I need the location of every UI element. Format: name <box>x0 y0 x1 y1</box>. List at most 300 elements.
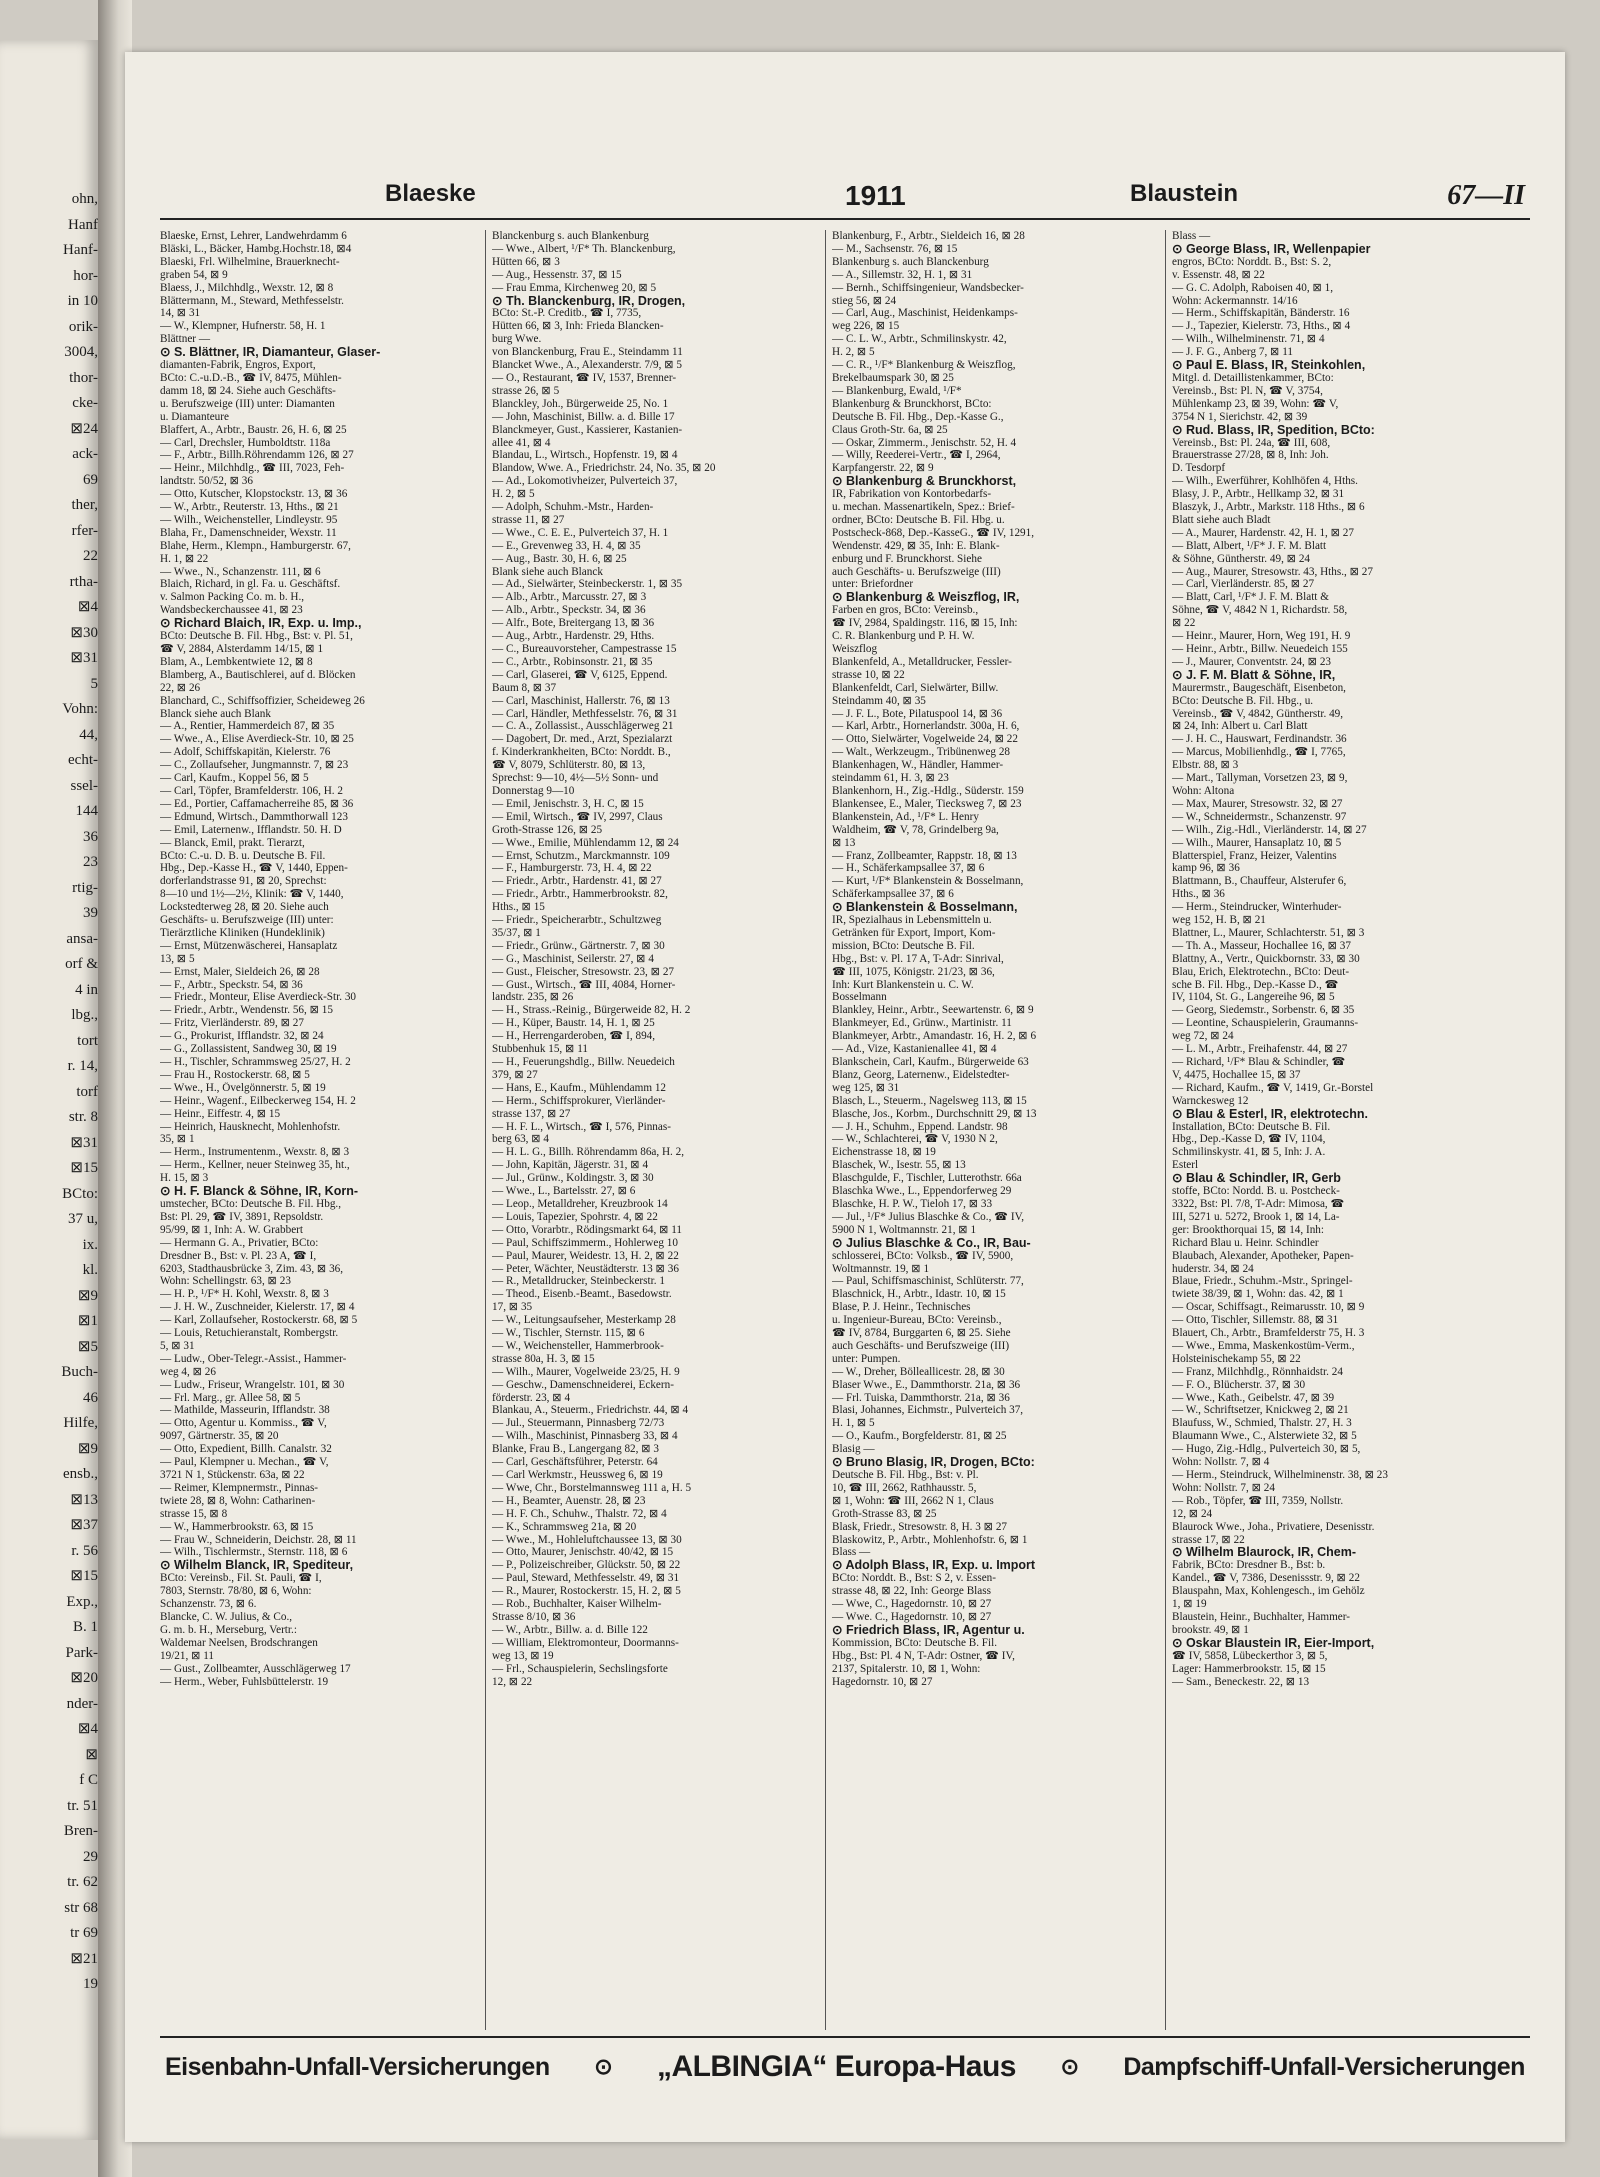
directory-entry-line: unter: Pumpen. <box>832 1352 901 1365</box>
advertisement-footer <box>165 2042 1525 2092</box>
directory-entry-line: — Willy, Reederei-Vertr., ☎ I, 2964, <box>832 449 1001 462</box>
directory-entry-line: H. 1, ⊠ 22 <box>160 552 209 565</box>
directory-entry-line: BCto: Deutsche B. Fil. Hbg., Bst: v. Pl. 51, <box>160 630 353 643</box>
directory-entry-line: 6203, Stadthausbrücke 3, Zim. 43, ⊠ 36, <box>160 1262 344 1275</box>
directory-entry-line: — G., Prokurist, Ifflandstr. 32, ⊠ 24 <box>160 1030 324 1043</box>
directory-entry-line: — P., Polizeischreiber, Glückstr. 50, ⊠ 22 <box>492 1559 681 1572</box>
directory-entry-line: — Franz, Milchhdlg., Rönnhaidstr. 24 <box>1172 1365 1343 1378</box>
previous-page-fragment: ack- <box>72 446 98 462</box>
directory-entry-line: — Adolf, Schiffskapitän, Kielerstr. 76 <box>160 746 331 759</box>
entry-column-3 <box>832 230 1160 2030</box>
directory-entry-line: — Ernst, Schutzm., Marckmannstr. 109 <box>492 849 670 862</box>
directory-entry-line: Blankenburg s. auch Blanckenburg <box>832 255 989 268</box>
previous-page-fragment: 3004, <box>64 344 98 360</box>
directory-entry-line: 35/37, ⊠ 1 <box>492 926 541 939</box>
directory-entry-line: — H., Küper, Baustr. 14, H. 1, ⊠ 25 <box>492 1017 655 1030</box>
directory-entry-line: ⊙ Julius Blaschke & Co., IR, Bau- <box>832 1236 1031 1250</box>
directory-entry-line: Postscheck-868, Dep.-KasseG., ☎ IV, 1291, <box>832 526 1035 539</box>
directory-entry-line: — Rob., Töpfer, ☎ III, 7359, Nollstr. <box>1172 1494 1344 1507</box>
directory-entry-line: — Richard, Kaufm., ☎ V, 1419, Gr.-Borstel <box>1172 1081 1374 1094</box>
directory-entry-line: Blanckley, Joh., Bürgerweide 25, No. 1 <box>492 397 669 410</box>
directory-entry-line: Getränken für Export, Import, Kom- <box>832 926 996 939</box>
directory-entry-line: Blankmeyer, Ed., Grünw., Martinistr. 11 <box>832 1017 1012 1030</box>
directory-entry-line: — H., Beamter, Auenstr. 28, ⊠ 23 <box>492 1494 646 1507</box>
directory-entry-line: Blättner — <box>160 333 211 346</box>
directory-entry-line: huderstr. 34, ⊠ 24 <box>1172 1262 1254 1275</box>
directory-entry-line: f. Kinderkrankheiten, BCto: Norddt. B., <box>492 746 671 759</box>
directory-entry-line: ⊙ H. F. Blanck & Söhne, IR, Korn- <box>160 1185 358 1198</box>
directory-entry-line: Blankenfeldt, Carl, Sielwärter, Billw. <box>832 681 999 694</box>
directory-entry-line: Blaeski, Frl. Wilhelmine, Brauerknecht- <box>160 255 340 268</box>
directory-entry-line: C. R. Blankenburg und P. H. W. <box>832 630 975 643</box>
directory-entry-line: — Herm., Instrumentenm., Wexstr. 8, ⊠ 3 <box>160 1146 350 1159</box>
directory-entry-line: ⊠ 13 <box>832 836 856 849</box>
directory-entry-line: BCto: C.-u.D.-B., ☎ IV, 8475, Mühlen- <box>160 371 342 384</box>
directory-entry-line: — Alb., Arbtr., Marcusstr. 27, ⊠ 3 <box>492 591 647 604</box>
directory-entry-line: 3721 N 1, Stückenstr. 63a, ⊠ 22 <box>160 1469 305 1481</box>
previous-page-fragment: ⊠24 <box>70 420 98 437</box>
directory-entry-line: Mühlenkamp 23, ⊠ 39, Wohn: ☎ V, <box>1172 397 1339 410</box>
directory-entry-line: Blankensee, E., Maler, Tiecksweg 7, ⊠ 23 <box>832 797 1022 810</box>
directory-entry-line: — Th. A., Masseur, Hochallee 16, ⊠ 37 <box>1172 939 1351 952</box>
previous-page-fragment: tr. 62 <box>67 1874 98 1890</box>
directory-entry-line: Blaeske, Ernst, Lehrer, Landwehrdamm 6 <box>160 230 347 242</box>
directory-entry-line: ⊙ Blau & Esterl, IR, elektrotechn. <box>1172 1107 1368 1121</box>
directory-entry-line: — Emil, Wirtsch., ☎ IV, 2997, Claus <box>492 810 663 823</box>
directory-entry-line: — Herm., Steindrucker, Winterhuder- <box>1172 901 1342 914</box>
directory-entry-line: Blauert, Ch., Arbtr., Bramfelderstr 75, H. 3 <box>1172 1327 1365 1340</box>
directory-entry-line: Blaha, Fr., Damenschneider, Wexstr. 11 <box>160 526 337 539</box>
directory-entry-line: 7803, Sternstr. 78/80, ⊠ 6, Wohn: <box>160 1585 312 1598</box>
directory-entry-line: Hbg., Bst: v. Pl. 17 A, T-Adr: Sinrival, <box>832 952 1004 965</box>
directory-entry-line: u. Diamanteure <box>160 410 229 423</box>
directory-entry-line: — Karl, Arbtr., Hornerlandstr. 300a, H. 6, <box>832 720 1020 733</box>
directory-entry-line: — Adolph, Schuhm.-Mstr., Harden- <box>492 501 654 514</box>
directory-entry-line: Blankenfeld, A., Metalldrucker, Fessler- <box>832 655 1012 668</box>
directory-entry-line: twiete 38/39, ⊠ 1, Wohn: das. 42, ⊠ 1 <box>1172 1288 1344 1301</box>
previous-page-fragment: in 10 <box>67 293 98 309</box>
directory-entry-line: — Wwe, C., Hagedornstr. 10, ⊠ 27 <box>832 1598 992 1611</box>
previous-page-fragment: ix. <box>82 1236 98 1253</box>
directory-entry-line: — Carl, Töpfer, Bramfelderstr. 106, H. 2 <box>160 784 343 797</box>
directory-entry-line: — F., Arbtr., Billh.Röhrendamm 126, ⊠ 27 <box>160 449 354 462</box>
directory-entry-line: Baum 8, ⊠ 37 <box>492 681 557 694</box>
previous-page-fragment: ohn, <box>71 191 98 207</box>
directory-entry-line: — Paul, Schiffszimmerm., Hohlerweg 10 <box>492 1236 678 1249</box>
directory-entry-line: Wohn: Ackermannstr. 14/16 <box>1172 294 1298 307</box>
directory-entry-line: Bst: Pl. 29, ☎ IV, 3891, Repsoldstr. <box>160 1210 324 1223</box>
previous-page-fragment: 46 <box>83 1389 98 1406</box>
directory-entry-line: — Aug., Hessenstr. 37, ⊠ 15 <box>492 268 622 281</box>
directory-entry-line: — Hans, E., Kaufm., Mühlendamm 12 <box>492 1081 667 1094</box>
directory-entry-line: ⊙ J. F. M. Blatt & Söhne, IR, <box>1172 668 1336 682</box>
directory-entry-line: — Ad., Sielwärter, Steinbeckerstr. 1, ⊠ 35 <box>492 578 683 591</box>
directory-entry-line: Karpfangerstr. 22, ⊠ 9 <box>832 462 934 475</box>
previous-page-fragment: nder- <box>66 1695 98 1712</box>
directory-entry-line: ordner, BCto: Deutsche B. Fil. Hbg. u. <box>832 513 1005 526</box>
directory-entry-line: Blam, A., Lembkentwiete 12, ⊠ 8 <box>160 655 313 668</box>
directory-entry-line: weg 226, ⊠ 15 <box>832 320 900 333</box>
directory-entry-line: weg 125, ⊠ 31 <box>832 1081 900 1094</box>
directory-entry-line: — Carl, Händler, Methfesselstr. 76, ⊠ 31 <box>492 707 678 720</box>
directory-entry-line: Blasi, Johannes, Eichmstr., Pulverteich 37, <box>832 1404 1024 1417</box>
directory-entry-line: Claus Groth-Str. 6a, ⊠ 25 <box>832 423 948 436</box>
entry-column-1 <box>160 230 478 2030</box>
directory-entry-line: — Karl, Zollaufseher, Rostockerstr. 68, ⊠ 5 <box>160 1314 358 1327</box>
directory-entry-line: — Wwe., Kath., Geibelstr. 47, ⊠ 39 <box>1172 1391 1335 1404</box>
directory-page <box>125 52 1565 2142</box>
directory-entry-line: Blatt siehe auch Bladt <box>1172 513 1271 526</box>
directory-entry-line: Wohn: Schellingstr. 63, ⊠ 23 <box>160 1275 291 1288</box>
directory-entry-line: Blaffert, A., Arbtr., Baustr. 26, H. 6, ⊠ 25 <box>160 423 347 436</box>
directory-entry-line: unter: Briefordner <box>832 578 914 591</box>
directory-entry-line: — Wilh., Zig.-Hdl., Vierländerstr. 14, ⊠ 27 <box>1172 823 1367 836</box>
directory-entry-line: — Ed., Portier, Caffamacherreihe 85, ⊠ 36 <box>160 797 354 810</box>
directory-entry-line: Blank siehe auch Blanck <box>492 565 603 578</box>
directory-entry-line: — Jul., Steuermann, Pinnasberg 72/73 <box>492 1417 665 1430</box>
directory-entry-line: Dresdner B., Bst: v. Pl. 23 A, ☎ I, <box>160 1249 317 1262</box>
directory-entry-line: ger: Brookthorquai 15, ⊠ 14, Inh: <box>1172 1223 1324 1236</box>
directory-entry-line: Blancket Wwe., A., Alexanderstr. 7/9, ⊠ 5 <box>492 359 682 372</box>
directory-entry-line: — F., Hamburgerstr. 73, H. 4, ⊠ 22 <box>492 862 652 875</box>
directory-entry-line: V, 4475, Hochallee 15, ⊠ 37 <box>1172 1068 1301 1081</box>
previous-page-fragment: rfer- <box>71 522 98 539</box>
directory-entry-line: — R., Metalldrucker, Steinbeckerstr. 1 <box>492 1275 665 1288</box>
previous-page-fragment: 144 <box>75 803 98 819</box>
previous-page-fragment: ther, <box>71 497 98 513</box>
previous-page-fragment: str 68 <box>64 1899 98 1916</box>
directory-entry-line: strasse 11, ⊠ 27 <box>492 513 565 526</box>
directory-entry-line: förderstr. 23, ⊠ 4 <box>492 1391 571 1404</box>
directory-entry-line: Blaumann Wwe., C., Alsterwiete 32, ⊠ 5 <box>1172 1430 1357 1443</box>
directory-entry-line: 17, ⊠ 35 <box>492 1301 533 1314</box>
previous-page-fragment: 22 <box>83 548 98 564</box>
directory-entry-line: — Wwe. C., Hagedornstr. 10, ⊠ 27 <box>832 1610 992 1623</box>
previous-page-fragment: Buch- <box>61 1364 98 1380</box>
directory-entry-line: Blaufuss, W., Schmied, Thalstr. 27, H. 3 <box>1172 1417 1352 1430</box>
directory-entry-line: Hütten 66, ⊠ 3, Inh: Frieda Blancken- <box>492 320 664 333</box>
directory-entry-line: — Dagobert, Dr. med., Arzt, Spezialarzt <box>492 733 673 746</box>
directory-entry-line: 13, ⊠ 5 <box>160 952 195 965</box>
directory-entry-line: — A., Maurer, Hardenstr. 42, H. 1, ⊠ 27 <box>1172 526 1354 539</box>
directory-entry-line: Wohn: Nollstr. 7, ⊠ 24 <box>1172 1481 1275 1494</box>
previous-page-fragment: ssel- <box>70 777 98 794</box>
directory-entry-line: Donnerstag 9—10 <box>492 784 575 797</box>
directory-entry-line: — R., Maurer, Rostockerstr. 15, H. 2, ⊠ 5 <box>492 1585 681 1598</box>
directory-entry-line: ⊙ Wilhelm Blaurock, IR, Chem- <box>1172 1546 1357 1560</box>
directory-entry-line: — Wwe., Albert, ¹/F* Th. Blanckenburg, <box>492 242 676 255</box>
directory-entry-line: — W., Arbtr., Reuterstr. 13, Hths., ⊠ 21 <box>160 501 339 514</box>
directory-entry-line: Blasche, Jos., Korbm., Durchschnitt 29, ⊠ 13 <box>832 1107 1037 1120</box>
directory-entry-line: Blaue, Friedr., Schuhm.-Mstr., Springel- <box>1172 1275 1353 1288</box>
footer-separator-icon: ⊙ <box>594 2054 613 2079</box>
previous-page-fragment: r. 14, <box>67 1058 98 1074</box>
directory-entry-line: Wandsbeckerchaussee 41, ⊠ 23 <box>160 604 303 617</box>
directory-entry-line: — Bernh., Schiffsingenieur, Wandsbecker- <box>832 281 1024 294</box>
directory-entry-line: — H. P., ¹/F* H. Kohl, Wexstr. 8, ⊠ 3 <box>160 1288 329 1301</box>
directory-entry-line: — C., Zollaufseher, Jungmannstr. 7, ⊠ 23 <box>160 759 349 772</box>
directory-entry-line: Wohn: Nollstr. 7, ⊠ 4 <box>1172 1456 1270 1469</box>
directory-entry-line: 8—10 und 1½—2½, Klinik: ☎ V, 1440, <box>160 888 344 901</box>
directory-entry-line: — Heinr., Arbtr., Billw. Neuedeich 155 <box>1172 643 1348 655</box>
directory-entry-line: Blasch, L., Steuerm., Nagelsweg 113, ⊠ 15 <box>832 1094 1027 1107</box>
directory-entry-line: ⊙ Blankenburg & Weiszflog, IR, <box>832 591 1020 605</box>
directory-entry-line: — Blatt, Carl, ¹/F* J. F. M. Blatt & <box>1172 591 1329 604</box>
directory-entry-line: ⊙ S. Blättner, IR, Diamanteur, Glaser- <box>160 346 381 360</box>
directory-entry-line: sche B. Fil. Hbg., Dep.-Kasse D., ☎ <box>1172 978 1339 991</box>
directory-entry-line: Blaschka Wwe., L., Eppendorferweg 29 <box>832 1185 1012 1198</box>
directory-entry-line: — J., Maurer, Conventstr. 24, ⊠ 23 <box>1172 655 1332 668</box>
directory-entry-line: ⊙ Blankenstein & Bosselmann, <box>832 901 1018 915</box>
directory-entry-line: diamanten-Fabrik, Engros, Export, <box>160 359 316 372</box>
directory-entry-line: 35, ⊠ 1 <box>160 1133 195 1146</box>
directory-entry-line: — Carl, Geschäftsführer, Peterstr. 64 <box>492 1456 658 1469</box>
directory-entry-line: — Herm., Kellner, neuer Steinweg 35, ht., <box>160 1159 350 1172</box>
directory-entry-line: — L. M., Arbtr., Freihafenstr. 44, ⊠ 27 <box>1172 1043 1348 1056</box>
header-year: 1911 <box>845 180 906 211</box>
directory-entry-line: — A., Rentier, Hammerdeich 87, ⊠ 35 <box>160 720 335 733</box>
directory-entry-line: — F., Arbtr., Speckstr. 54, ⊠ 36 <box>160 978 303 991</box>
directory-entry-line: strasse 48, ⊠ 22, Inh: George Blass <box>832 1585 991 1598</box>
directory-entry-line: stieg 56, ⊠ 24 <box>832 294 897 307</box>
directory-entry-line: strasse 10, ⊠ 22 <box>832 668 905 681</box>
directory-entry-line: — Ad., Lokomotivheizer, Pulverteich 37, <box>492 475 678 488</box>
directory-entry-line: Tierärztliche Kliniken (Hundeklinik) <box>160 926 325 939</box>
running-header <box>165 180 1525 220</box>
directory-entry-line: — A., Sillemstr. 32, H. 1, ⊠ 31 <box>832 268 973 281</box>
directory-entry-line: Strasse 8/10, ⊠ 36 <box>492 1610 576 1623</box>
directory-entry-line: Blahe, Herm., Klempn., Hamburgerstr. 67, <box>160 539 351 552</box>
directory-entry-line: — Walt., Werkzeugm., Tribünenweg 28 <box>832 746 1011 759</box>
directory-entry-line: Blanchard, C., Schiffsoffizier, Scheideweg 26 <box>160 694 365 707</box>
directory-entry-line: — Wwe., M., Hohleluftchaussee 13, ⊠ 30 <box>492 1533 682 1546</box>
directory-entry-line: Blaurock Wwe., Joha., Privatiere, Desenisstr. <box>1172 1520 1375 1533</box>
directory-entry-line: Blaustein, Heinr., Buchhalter, Hammer- <box>1172 1610 1350 1623</box>
directory-entry-line: Hbg., Bst: Pl. 4 N, T-Adr: Ostner, ☎ IV, <box>832 1649 1015 1662</box>
directory-entry-line: — Hermann G. A., Privatier, BCto: <box>160 1236 319 1249</box>
directory-entry-line: — Leop., Metalldreher, Kreuzbrook 14 <box>492 1197 668 1210</box>
previous-page-fragment: Hanf- <box>63 242 98 258</box>
directory-entry-line: Blase, P. J. Heinr., Technisches <box>832 1301 971 1314</box>
directory-entry-line: 3754 N 1, Sierichstr. 42, ⊠ 39 <box>1172 410 1308 423</box>
directory-entry-line: graben 54, ⊠ 9 <box>160 268 228 281</box>
directory-entry-line: — Oskar, Zimmerm., Jenischstr. 52, H. 4 <box>832 436 1017 449</box>
previous-page-fragment: 37 u, <box>68 1211 98 1227</box>
directory-entry-line: Blankenhagen, W., Händler, Hammer- <box>832 759 1004 772</box>
directory-entry-line: Blandow, Wwe. A., Friedrichstr. 24, No. 35, ⊠ 20 <box>492 462 716 475</box>
directory-entry-line: — W., Tischler, Sternstr. 115, ⊠ 6 <box>492 1327 645 1340</box>
directory-entry-line: Blankenhorn, H., Zig.-Hdlg., Süderstr. 159 <box>832 784 1024 797</box>
directory-entry-line: v. Salmon Packing Co. m. b. H., <box>160 591 305 604</box>
directory-entry-line: — F. O., Blücherstr. 37, ⊠ 30 <box>1172 1378 1306 1391</box>
directory-entry-line: 5, ⊠ 31 <box>160 1339 195 1352</box>
directory-entry-line: 95/99, ⊠ 1, Inh: A. W. Grabbert <box>160 1223 303 1236</box>
directory-entry-line: u. mechan. Massenartikeln, Spez.: Brief- <box>832 501 1015 514</box>
directory-entry-line: Söhne, ☎ V, 4842 N 1, Richardstr. 58, <box>1172 604 1348 617</box>
directory-entry-line: — Mart., Tallyman, Vorsetzen 23, ⊠ 9, <box>1172 772 1348 785</box>
previous-page-fragment: ⊠9 <box>77 1440 98 1457</box>
directory-entry-line: — Carl, Vierländerstr. 85, ⊠ 27 <box>1172 578 1315 591</box>
directory-entry-line: — W., Klempner, Hufnerstr. 58, H. 1 <box>160 320 326 333</box>
previous-page-fragment: 5 <box>90 675 98 692</box>
directory-entry-line: & Söhne, Güntherstr. 49, ⊠ 24 <box>1172 552 1311 565</box>
previous-page-fragment: thor- <box>69 369 98 386</box>
previous-page-fragment: Hilfe, <box>63 1415 98 1431</box>
directory-entry-line: — Fritz, Vierländerstr. 89, ⊠ 27 <box>160 1017 304 1030</box>
previous-page-fragment: ⊠31 <box>70 1134 98 1151</box>
directory-entry-line: ☎ V, 2884, Alsterdamm 14/15, ⊠ 1 <box>160 643 324 655</box>
directory-entry-line: Blass — <box>832 1546 871 1559</box>
directory-entry-line: — Aug., Arbtr., Hardenstr. 29, Hths. <box>492 630 655 643</box>
directory-entry-line: — Carl Werkmstr., Heussweg 6, ⊠ 19 <box>492 1469 663 1481</box>
directory-entry-line: brookstr. 49, ⊠ 1 <box>1172 1623 1249 1636</box>
directory-entry-line: H. 15, ⊠ 3 <box>160 1172 209 1185</box>
directory-entry-line: — Wwe., Emma, Maskenkostüm-Verm., <box>1172 1339 1355 1352</box>
directory-entry-line: 10, ☎ III, 2662, Rathhausstr. 5, <box>832 1481 977 1494</box>
previous-page-fragment: 44, <box>79 726 98 743</box>
directory-entry-line: Blattmann, B., Chauffeur, Alsterufer 6, <box>1172 875 1347 888</box>
directory-entry-line: III, 5271 u. 5272, Brook 1, ⊠ 14, La- <box>1172 1210 1340 1223</box>
directory-entry-line: schlosserei, BCto: Volksb., ☎ IV, 5900, <box>832 1249 1014 1262</box>
directory-entry-line: strasse 15, ⊠ 8 <box>160 1507 228 1520</box>
previous-page-fragment: ⊠21 <box>70 1950 98 1967</box>
directory-entry-line: ⊙ Blau & Schindler, IR, Gerb <box>1172 1172 1341 1186</box>
directory-entry-line: Blättermann, M., Steward, Methfesselstr. <box>160 294 344 307</box>
directory-entry-line: Stubbenhuk 15, ⊠ 11 <box>492 1043 588 1056</box>
directory-entry-line: Blanckenburg s. auch Blankenburg <box>492 230 649 242</box>
directory-entry-line: IV, 1104, St. G., Langereihe 96, ⊠ 5 <box>1172 991 1335 1004</box>
directory-entry-line: Blankmeyer, Arbtr., Amandastr. 16, H. 2, ⊠ 6 <box>832 1030 1037 1043</box>
directory-entry-line: — Mathilde, Masseurin, Ifflandstr. 38 <box>160 1404 330 1417</box>
directory-entry-line: Hths., ⊠ 15 <box>492 901 545 914</box>
directory-entry-line: Esterl <box>1172 1159 1199 1172</box>
directory-entry-line: Blankschein, Carl, Kaufm., Bürgerweide 63 <box>832 1056 1029 1068</box>
directory-entry-line: Blass — <box>1172 230 1211 242</box>
directory-entry-line: — Frau W., Schneiderin, Deichstr. 28, ⊠ 11 <box>160 1533 357 1546</box>
directory-entry-line: — J. H. C., Hauswart, Ferdinandstr. 36 <box>1172 733 1347 746</box>
directory-entry-line: — Paul, Maurer, Weidestr. 13, H. 2, ⊠ 22 <box>492 1249 679 1262</box>
directory-entry-line: — Wilh., Maurer, Hansaplatz 10, ⊠ 5 <box>1172 836 1342 849</box>
directory-entry-line: — W., Weichensteller, Hammerbrook- <box>492 1339 664 1352</box>
directory-entry-line: Blandau, L., Wirtsch., Hopfenstr. 19, ⊠ 4 <box>492 449 678 462</box>
directory-entry-line: Blaschnick, H., Arbtr., Idastr. 10, ⊠ 15 <box>832 1288 1006 1301</box>
previous-page-fragment: lbg., <box>71 1007 98 1023</box>
directory-entry-line: — Gust., Fleischer, Stresowstr. 23, ⊠ 27 <box>492 965 675 978</box>
directory-entry-line: Elbstr. 88, ⊠ 3 <box>1172 759 1239 772</box>
directory-entry-line: Geschäfts- u. Berufszweige (III) unter: <box>160 914 334 927</box>
directory-entry-line: Blattner, L., Maurer, Schlachterstr. 51, ⊠ 3 <box>1172 926 1365 939</box>
directory-entry-line: — H. F. L., Wirtsch., ☎ I, 576, Pinnas- <box>492 1120 671 1133</box>
directory-entry-line: 12, ⊠ 22 <box>492 1675 533 1688</box>
directory-entry-line: — Ludw., Ober-Telegr.-Assist., Hammer- <box>160 1352 347 1365</box>
directory-entry-line: landtstr. 50/52, ⊠ 36 <box>160 475 253 488</box>
directory-entry-line: — Heinrich, Hausknecht, Mohlenhofstr. <box>160 1120 341 1133</box>
directory-entry-line: — Heinr., Wagenf., Eilbeckerweg 154, H. 2 <box>160 1094 356 1107</box>
directory-entry-line: — G., Zollassistent, Sandweg 30, ⊠ 19 <box>160 1043 337 1056</box>
directory-entry-line: — Georg, Siedemstr., Sorbenstr. 6, ⊠ 35 <box>1172 1004 1355 1017</box>
directory-entry-line: — Heinr., Milchhdlg., ☎ III, 7023, Feh- <box>160 462 345 475</box>
directory-entry-line: — H. F. Ch., Schuhw., Thalstr. 72, ⊠ 4 <box>492 1507 667 1520</box>
directory-entry-line: — G., Maschinist, Seilerstr. 27, ⊠ 4 <box>492 952 654 965</box>
directory-entry-line: — Wilh., Tischlermstr., Sternstr. 118, ⊠ 6 <box>160 1546 348 1559</box>
previous-page-fragment: Vohn: <box>62 701 98 717</box>
directory-entry-line: 9097, Gärtnerstr. 35, ⊠ 20 <box>160 1430 279 1443</box>
directory-entry-line: — W., Dreher, Bölleallicestr. 28, ⊠ 30 <box>832 1365 1005 1378</box>
directory-entry-line: Vereinsb., Bst: Pl. N, ☎ V, 3754, <box>1172 384 1323 397</box>
directory-entry-line: — O., Kaufm., Borgfelderstr. 81, ⊠ 25 <box>832 1430 1007 1443</box>
directory-entry-line: — Emil, Laternenw., Ifflandstr. 50. H. D <box>160 823 342 836</box>
directory-entry-line: — Heinr., Maurer, Horn, Weg 191, H. 9 <box>1172 630 1351 643</box>
directory-entry-line: — M., Sachsenstr. 76, ⊠ 15 <box>832 242 958 255</box>
directory-entry-line: Hagedornstr. 10, ⊠ 27 <box>832 1675 933 1688</box>
directory-entry-line: Blask, Friedr., Stresowstr. 8, H. 3 ⊠ 27 <box>832 1520 1008 1533</box>
directory-entry-line: — W., Schriftsetzer, Knickweg 2, ⊠ 21 <box>1172 1404 1349 1417</box>
directory-entry-line: — Friedr., Arbtr., Wendenstr. 56, ⊠ 15 <box>160 1004 333 1017</box>
directory-entry-line: — Herm., Steindruck, Wilhelminenstr. 38, ⊠ 23 <box>1172 1469 1388 1481</box>
directory-entry-line: — Friedr., Arbtr., Hammerbrookstr. 82, <box>492 888 668 901</box>
directory-entry-line: — H., Schäferkampsallee 37, ⊠ 6 <box>832 862 985 875</box>
directory-entry-line: Steindamm 40, ⊠ 35 <box>832 694 926 707</box>
header-last-entry: Blaustein <box>1130 180 1239 207</box>
directory-entry-line: — W., Schlachterei, ☎ V, 1930 N 2, <box>832 1133 998 1146</box>
directory-entry-line: — C., Arbtr., Robinsonstr. 21, ⊠ 35 <box>492 655 653 668</box>
directory-entry-line: — H., Herrengarderoben, ☎ I, 894, <box>492 1030 656 1043</box>
previous-page-fragment: torf <box>76 1083 98 1100</box>
directory-entry-line: strasse 137, ⊠ 27 <box>492 1107 571 1120</box>
directory-entry-line: — H. L. G., Billh. Röhrendamm 86a, H. 2, <box>492 1146 685 1159</box>
directory-entry-line: — J., Tapezier, Kielerstr. 73, Hths., ⊠ 4 <box>1172 320 1351 333</box>
directory-entry-line: Blankenburg & Brunckhorst, BCto: <box>832 397 992 410</box>
directory-entry-line: Blauspahn, Max, Kohlengesch., im Gehölz <box>1172 1585 1365 1598</box>
previous-page-fragment: rtig- <box>72 879 98 896</box>
directory-entry-line: — Wwe., Emilie, Mühlendamm 12, ⊠ 24 <box>492 836 679 849</box>
directory-entry-line: — Jul., ¹/F* Julius Blaschke & Co., ☎ IV, <box>832 1210 1025 1223</box>
directory-entry-line: ⊠ 22 <box>1172 617 1196 630</box>
directory-entry-line: — C., Bureauvorsteher, Campestrasse 15 <box>492 643 677 655</box>
directory-entry-line: — Louis, Tapezier, Spohrstr. 4, ⊠ 22 <box>492 1210 658 1223</box>
directory-entry-line: H. 1, ⊠ 5 <box>832 1417 875 1430</box>
directory-entry-line: strasse 80a, H. 3, ⊠ 15 <box>492 1352 595 1365</box>
directory-entry-line: Hths., ⊠ 36 <box>1172 888 1225 901</box>
directory-entry-line: Blasy, J. P., Arbtr., Hellkamp 32, ⊠ 31 <box>1172 488 1345 501</box>
directory-entry-line: — Otto, Kutscher, Klopstockstr. 13, ⊠ 36 <box>160 488 348 501</box>
directory-entry-line: — Aug., Maurer, Stresowstr. 43, Hths., ⊠ 27 <box>1172 565 1373 578</box>
directory-entry-line: — J. H. W., Zuschneider, Kielerstr. 17, ⊠ 4 <box>160 1301 355 1314</box>
directory-entry-line: — Gust., Wirtsch., ☎ III, 4084, Horner- <box>492 978 676 991</box>
directory-entry-line: — Carl, Aug., Maschinist, Heidenkamps- <box>832 307 1018 320</box>
previous-page-fragment: ⊠5 <box>77 1338 98 1355</box>
directory-entry-line: Bosselmann <box>832 991 887 1004</box>
directory-entry-line: Blancke, C. W. Julius, & Co., <box>160 1610 293 1623</box>
directory-entry-line: — Paul, Schiffsmaschinist, Schlüterstr. 77, <box>832 1275 1024 1288</box>
directory-entry-line: Maurermstr., Baugeschäft, Eisenbeton, <box>1172 681 1346 694</box>
directory-entry-line: — Edmund, Wirtsch., Dammthorwall 123 <box>160 810 348 823</box>
directory-entry-line: — Frl. Marg., gr. Allee 58, ⊠ 5 <box>160 1391 301 1404</box>
directory-entry-line: Blaschke, H. P. W., Tieloh 17, ⊠ 33 <box>832 1197 993 1210</box>
directory-entry-line: Schäferkampsallee 37, ⊠ 6 <box>832 888 954 901</box>
directory-entry-line: — Louis, Retuchieranstalt, Rombergstr. <box>160 1327 339 1340</box>
directory-entry-line: Groth-Strasse 126, ⊠ 25 <box>492 823 603 836</box>
directory-entry-line: ☎ IV, 2984, Spaldingstr. 116, ⊠ 15, Inh: <box>832 617 1018 630</box>
directory-entry-line: burg Wwe. <box>492 333 542 346</box>
directory-entry-line: 3322, Bst: Pl. 7/8, T-Adr: Mimosa, ☎ <box>1172 1197 1345 1210</box>
previous-page-fragment: 39 <box>83 905 98 921</box>
directory-entry-line: — J. F. L., Bote, Pilatuspool 14, ⊠ 36 <box>832 707 1003 720</box>
directory-entry-line: Blaubach, Alexander, Apotheker, Papen- <box>1172 1249 1354 1262</box>
entry-column-2 <box>492 230 820 2030</box>
directory-entry-line: — Blatt, Albert, ¹/F* J. F. M. Blatt <box>1172 539 1327 552</box>
directory-entry-line: Blankenburg, F., Arbtr., Sieldeich 16, ⊠ 28 <box>832 230 1025 242</box>
